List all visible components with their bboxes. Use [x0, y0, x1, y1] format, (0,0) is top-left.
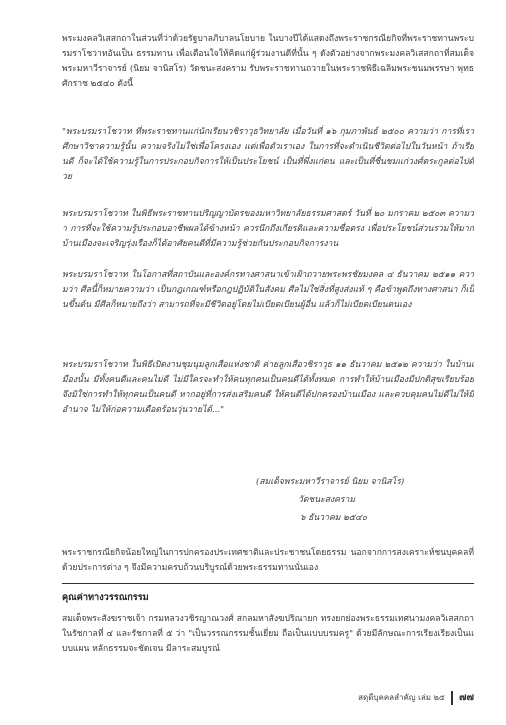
- signature-temple: วัดชนะสงคราม: [298, 495, 356, 505]
- page-number: ๗๗: [458, 692, 474, 703]
- page-footer: [358, 690, 474, 705]
- signature-date: ๖ ธันวาคม ๒๕๔๐: [300, 513, 368, 523]
- intro-paragraph: พระมงคลวิเสสกถาในส่วนที่ว่าด้วยรัฐบาลภิบาลนโยบาย ในบางปีได้แสดงถึงพระราชกรณียกิจที่พระราชทานพระบรมราโชวาทอันเป็น ธรรมทาน เพื่อเตือนใจให้คิดแก่ผู้ร่วมงานดีที่นั้น ๆ ดังตัวอย่างจากพระมงคลวิเสสกถาที่สมเด็จพระมหาวีราจารย์ (นิยม จานิสโร) วัดชนะสงคราม รับพระราชทานถวายในพระราชพิธีเฉลิมพระชนมพรรษา พุทธศักราช ๒๕๔๐ ดังนี้: [62, 34, 474, 89]
- book-title: สดุดีบุคคลสำคัญ เล่ม ๒๕: [358, 693, 445, 702]
- closing-paragraph: พระราชกรณียกิจน้อยใหญ่ในการปกครองประเทศชาติและประชาชนโดยธรรม นอกจากการสงเคราะห์ชนบุคคลที่ด้วยประการต่าง ๆ จึงมีความครบถ้วนบริบูรณ์ด้วยพระธรรมทานนั่นเอง: [62, 548, 474, 573]
- section-body-paragraph: สมเด็จพระสังฆราชเจ้า กรมหลวงวชิรญาณวงศ์ สกลมหาสังฆปริณายก ทรงยกย่องพระธรรมเทศนามงคลวิเสสกถา ในรัชกาลที่ ๔ และรัชกาลที่ ๕ ว่า "เป็นวรรณกรรมชั้นเยี่ยม ถือเป็นแบบบรมครู" ด้วยมีลักษณะการเรียงเรียงเป็นแบบแผน หลักธรรมจะชัดเจน มีลาระสมบูรณ์: [62, 614, 474, 654]
- quote-paragraph-2: พระบรมราโชวาท ในพิธีพระราชทานปริญญาบัตรของมหาวิทยาลัยธรรมศาสตร์ วันที่ ๒๐ มกราคม ๒๕๐๓ ความว่า การที่จะใช้ความรู้ประกอบอาชีพผลได้ข้างหน้า ควรนึกถึงเกียรติและความซื่อตรง เพื่อประโยชน์ส่วนรวมให้มาก บ้านเมืองจะเจริญรุ่งเรืองก็ได้อาศัยคนดีที่มีความรู้ช่วยกันประกอบกิจการงาน: [62, 209, 474, 249]
- quote-paragraph-3: พระบรมราโชวาท ในโอกาสที่สถาบันและองค์กรทางศาสนาเข้าเฝ้าถวายพระพรชัยมงคล ๔ ธันวาคม ๒๕๑๑ ความว่า ศีลนี้ก็หมายความว่า เป็นกฎเกณฑ์หรือกฎปฏิบัติในสังคม ศีลไม่ใช่สิ่งที่สูงส่งแท้ ๆ คือข้าพูดถึงทางศาสนา ก็เป็นขึ้นต้น มีศีลก็หมายถึงว่า สามารถที่จะมีชีวิตอยู่โดยไม่เบียดเบียนผู้อื่น แล้วก็ไม่เบียดเบียนตนเอง: [62, 270, 474, 310]
- quote-paragraph-4: พระบรมราโชวาท ในพิธีเปิดงานชุมนุมลูกเสือแห่งชาติ ค่ายลูกเสือวชิราวุธ ๑๑ ธันวาคม ๒๕๑๒ ความว่า ในบ้านเมืองนั้น มีทั้งคนดีและคนไม่ดี ไม่มีใครจะทำให้คนทุกคนเป็นคนดีได้ทั้งหมด การทำให้บ้านเมืองมีปกติสุขเรียบร้อย จึงมิใช่การทำให้ทุกคนเป็นคนดี หากอยู่ที่การส่งเสริมคนดี ให้คนดีได้ปกครองบ้านเมือง และควบคุมคนไม่ดีไม่ให้มีอำนาจ ไม่ให้ก่อความเดือดร้อนวุ่นวายได้...": [62, 360, 474, 415]
- section-heading: คุณค่าทางวรรณกรรม: [62, 592, 149, 603]
- signature-name: (สมเด็จพระมหาวีราจารย์ นิยม จานิสโร): [256, 477, 405, 487]
- footer-separator: [451, 691, 453, 705]
- section-divider: [62, 583, 474, 584]
- quote-paragraph-1: "พระบรมราโชวาท ที่พระราชทานแก่นักเรียนวชิราวุธวิทยาลัย เมื่อวันที่ ๑๖ กุมภาพันธ์ ๒๕๐๐ ความว่า การที่เราศึกษาวิชาความรู้นั้น ความจริงไม่ใช่เพื่อโครงเอง แต่เพื่อตัวเราเอง ในการที่จะดำเนินชีวิตต่อไปในวันหน้า ถ้าเรียนดี ก็จะได้ใช้ความรู้ในการประกอบกิจการให้เป็นประโยชน์ เป็นที่พึ่งแก่ตน และเป็นที่ชื่นชมแก่วงศ์ตระกูลต่อไปด้วย: [62, 127, 474, 182]
